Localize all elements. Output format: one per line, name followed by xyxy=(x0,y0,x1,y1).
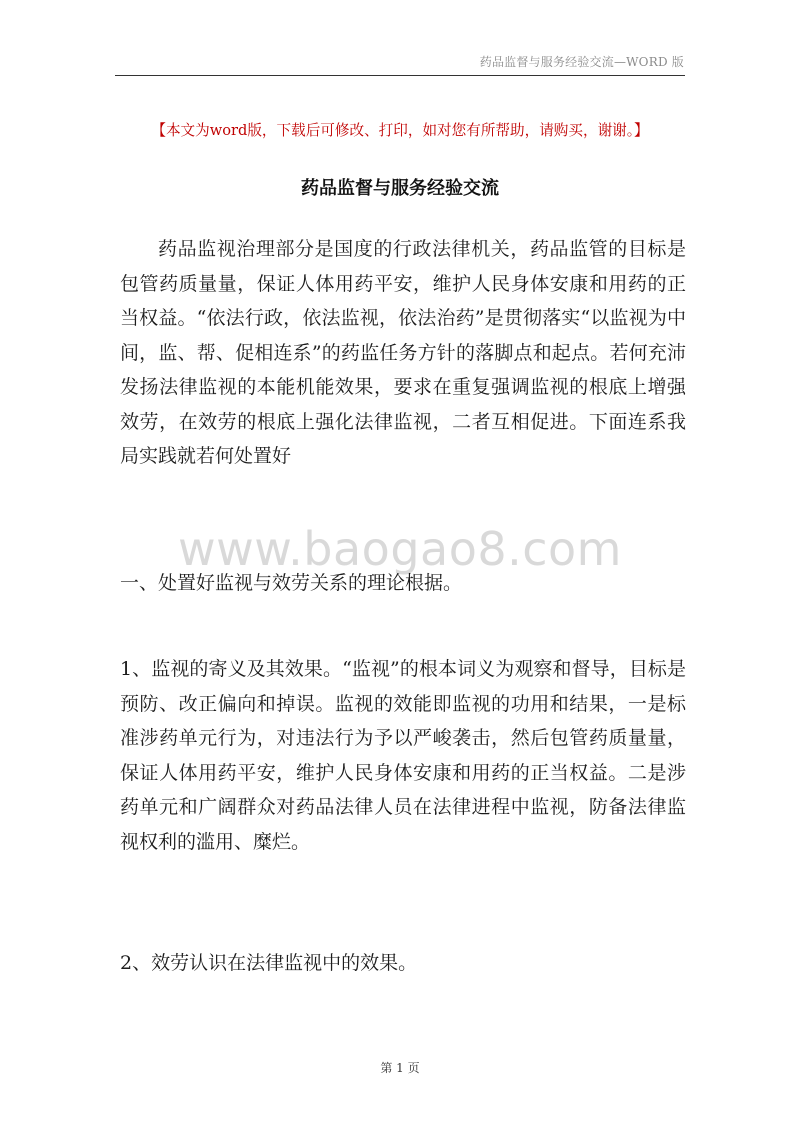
intro-paragraph: 药品监视治理部分是国度的行政法律机关，药品监管的目标是包管药质量量，保证人体用药平安，维护人民身体安康和用药的正当权益。“依法行政，依法监视，依法治药”是贯彻落实“以监视为中间，监、帮、促相连系”的药监任务方针的落脚点和起点。若何充沛发扬法律监视的本能机能效果，要求在重复强调监视的根底上增强效劳，在效劳的根底上强化法律监视，二者互相促进。下面连系我局实践就若何处置好 xyxy=(120,238,686,467)
purchase-notice: 【本文为word版，下载后可修改、打印，如对您有所帮助，请购买，谢谢。】 xyxy=(151,122,649,139)
watermark: www.baogao8.com xyxy=(178,522,622,576)
document-title: 药品监督与服务经验交流 xyxy=(301,178,499,199)
section-heading-2: 2、效劳认识在法律监视中的效果。 xyxy=(120,952,418,974)
header-divider xyxy=(115,75,685,76)
section-paragraph-1: 1、监视的寄义及其效果。“监视”的根本词义为观察和督导，目标是预防、改正偏向和掉误。监视的效能即监视的功用和结果，一是标准涉药单元行为，对违法行为予以严峻袭击，然后包管药质量量，保证人体用药平安，维护人民身体安康和用药的正当权益。二是涉药单元和广阔群众对药品法律人员在法律进程中监视，防备法律监视权利的滥用、糜烂。 xyxy=(120,658,686,853)
section-heading-1: 一、处置好监视与效劳关系的理论根据。 xyxy=(120,572,463,594)
page-number: 第 1 页 xyxy=(380,1061,420,1075)
running-header: 药品监督与服务经验交流—WORD 版 xyxy=(479,55,684,69)
